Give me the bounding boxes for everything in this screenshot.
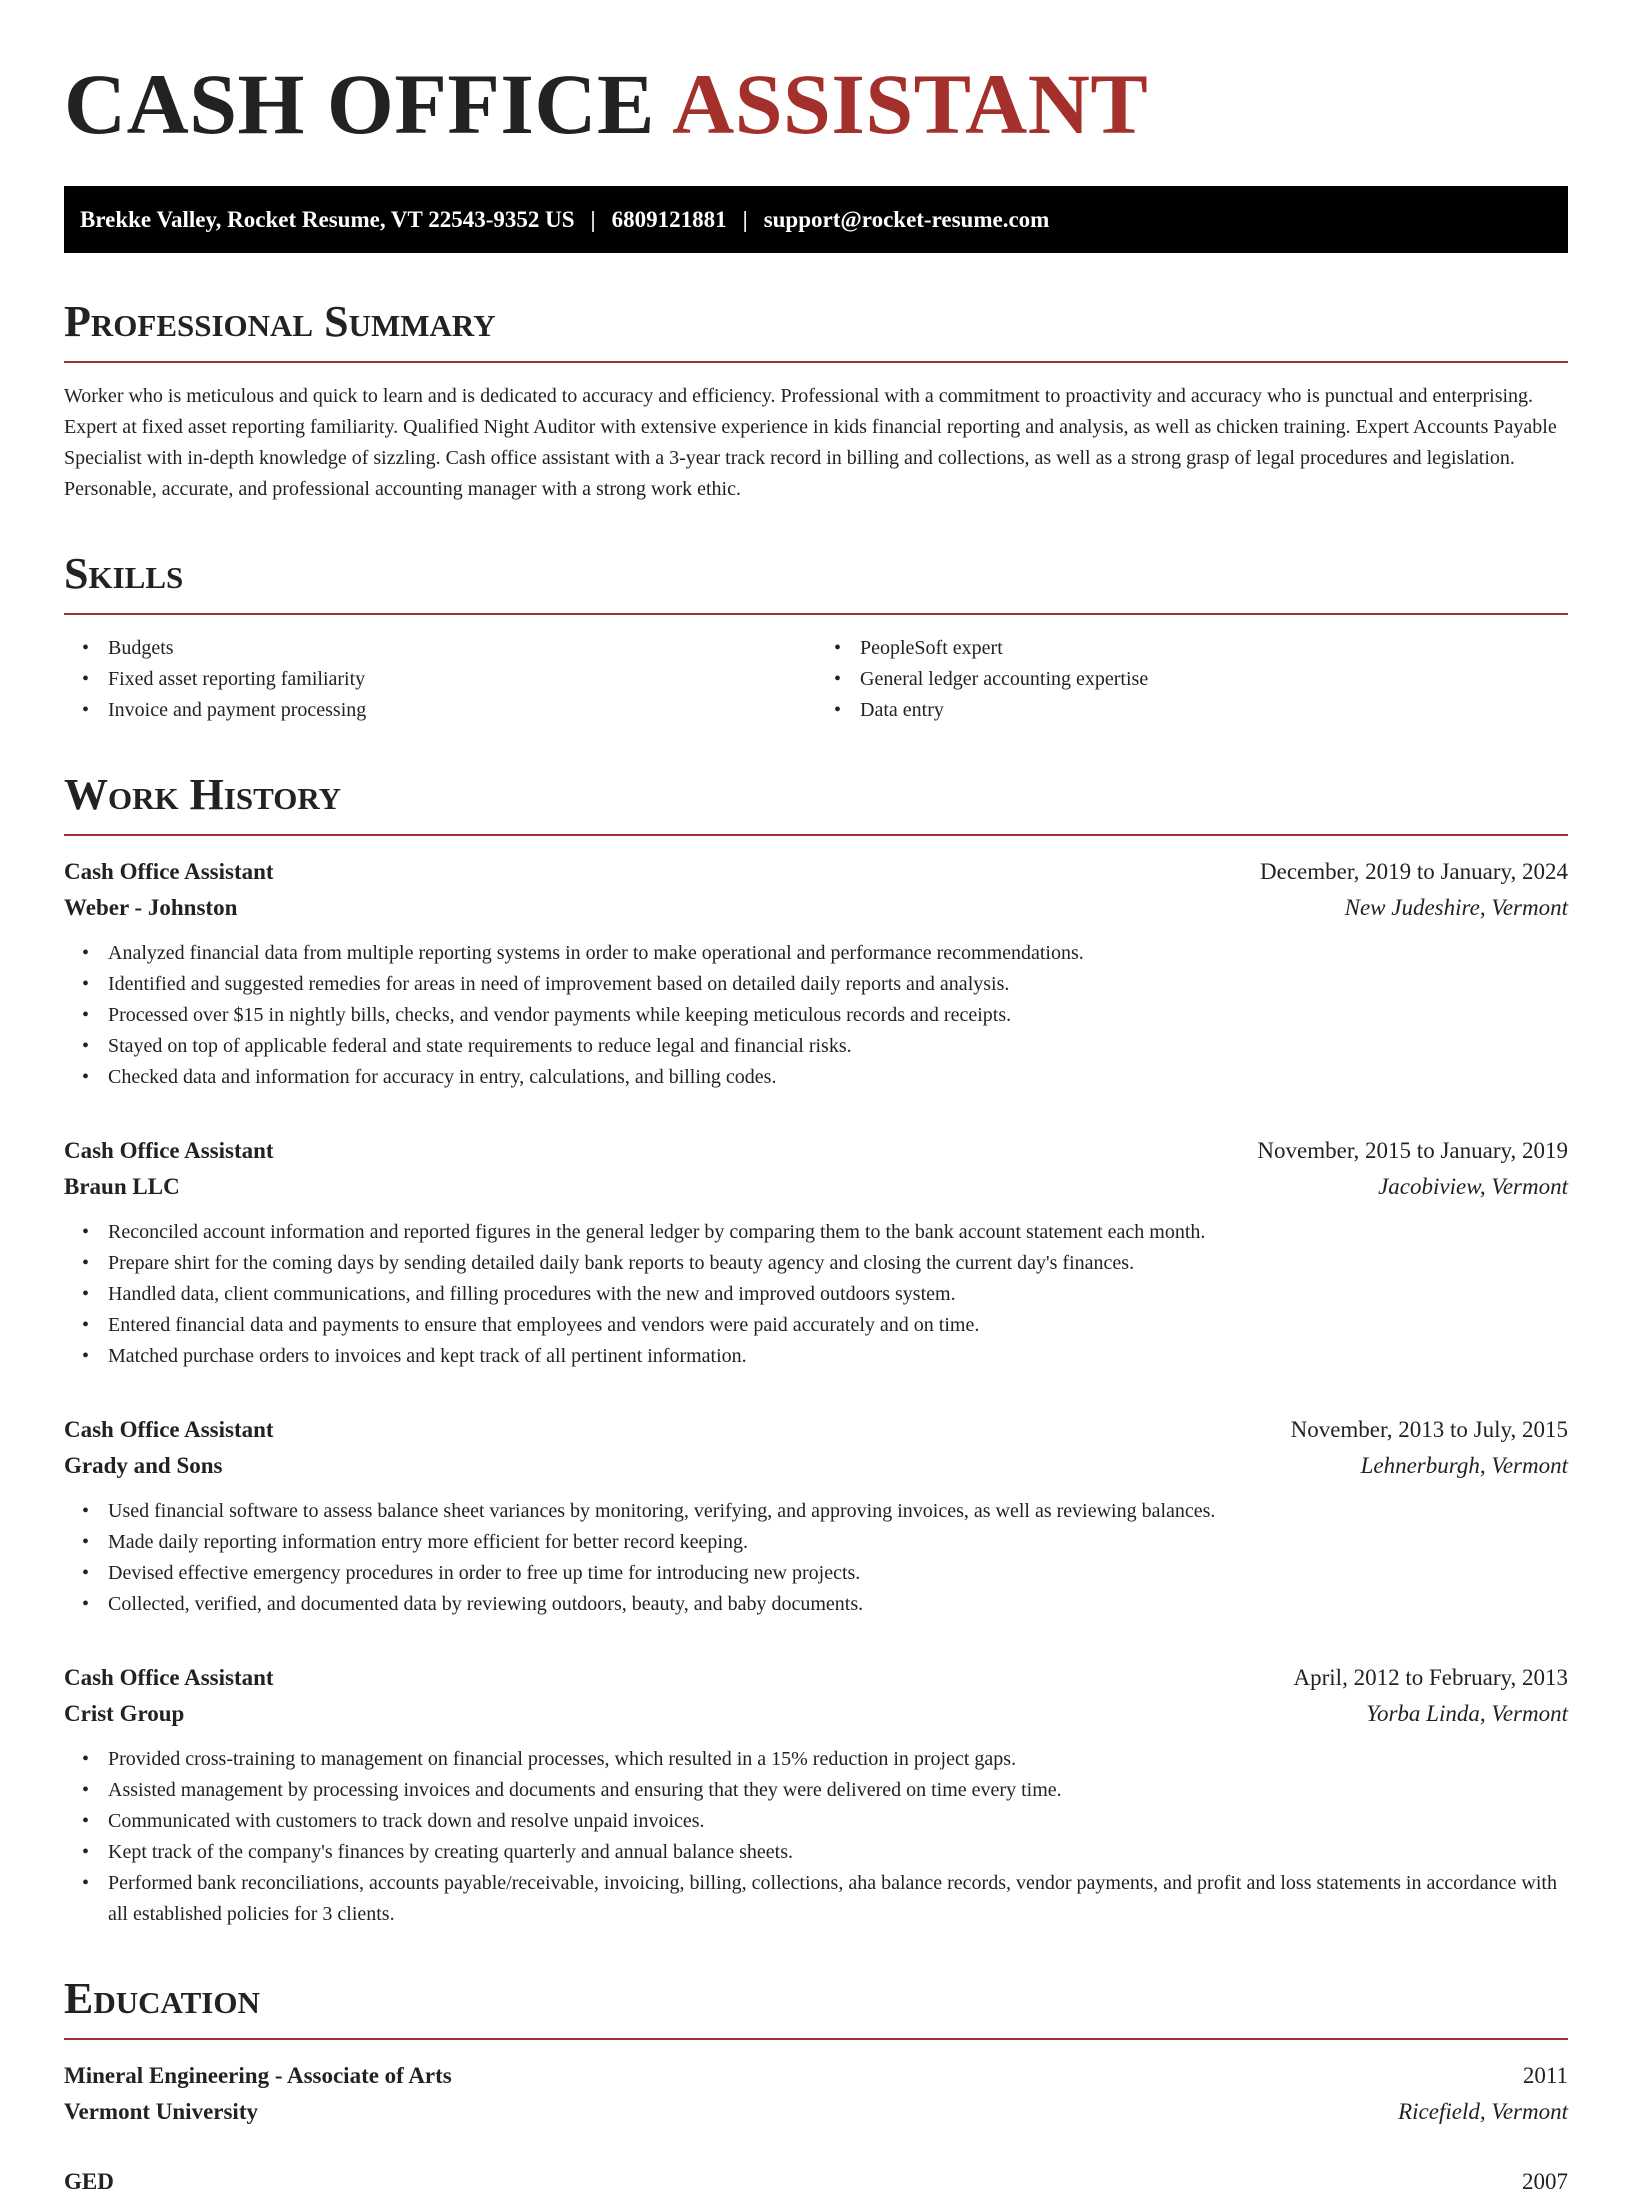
job-title: Cash Office Assistant bbox=[64, 859, 274, 884]
section-divider bbox=[64, 2038, 1568, 2040]
job-dates: November, 2013 to July, 2015 bbox=[1290, 1417, 1568, 1442]
education-degree: GED bbox=[64, 2169, 114, 2194]
skill-item: • Fixed asset reporting familiarity bbox=[108, 664, 816, 695]
job-title: Cash Office Assistant bbox=[64, 1138, 274, 1163]
job-entry bbox=[64, 1412, 1568, 1620]
job-company: Braun LLC bbox=[64, 1174, 180, 1199]
education-entry bbox=[64, 2058, 1568, 2130]
skill-item: • Data entry bbox=[860, 695, 1568, 726]
contact-separator: | bbox=[590, 206, 596, 232]
education-heading: Education bbox=[64, 1974, 260, 2023]
skills-section bbox=[64, 549, 1568, 726]
job-bullet: • Used financial software to assess balance sheet variances by monitoring, verifying, and approving invoices, as well as reviewing balances. bbox=[108, 1496, 1568, 1527]
summary-heading: Professional Summary bbox=[64, 297, 496, 346]
contact-bar bbox=[64, 186, 1568, 253]
job-bullets bbox=[64, 1744, 1568, 1930]
job-dates: November, 2015 to January, 2019 bbox=[1257, 1138, 1568, 1163]
skill-item: • Budgets bbox=[108, 633, 816, 664]
contact-separator: | bbox=[742, 206, 748, 232]
job-bullet: • Communicated with customers to track down and resolve unpaid invoices. bbox=[108, 1806, 1568, 1837]
job-bullet: • Identified and suggested remedies for areas in need of improvement based on detailed daily reports and analysis. bbox=[108, 969, 1568, 1000]
job-bullet: • Provided cross-training to management on financial processes, which resulted in a 15% reduction in project gaps. bbox=[108, 1744, 1568, 1775]
education-entry bbox=[64, 2164, 1568, 2200]
job-bullet: • Checked data and information for accuracy in entry, calculations, and billing codes. bbox=[108, 1062, 1568, 1093]
section-divider bbox=[64, 834, 1568, 836]
title-part-2: ASSISTANT bbox=[672, 56, 1149, 152]
job-title: Cash Office Assistant bbox=[64, 1417, 274, 1442]
section-divider bbox=[64, 613, 1568, 615]
job-bullet: • Entered financial data and payments to ensure that employees and vendors were paid accurately and on time. bbox=[108, 1310, 1568, 1341]
job-bullets bbox=[64, 938, 1568, 1093]
skill-item: • Invoice and payment processing bbox=[108, 695, 816, 726]
job-bullets bbox=[64, 1217, 1568, 1372]
job-bullet: • Kept track of the company's finances by creating quarterly and annual balance sheets. bbox=[108, 1837, 1568, 1868]
job-location: Jacobiview, Vermont bbox=[1378, 1174, 1568, 1199]
job-bullet: • Matched purchase orders to invoices and kept track of all pertinent information. bbox=[108, 1341, 1568, 1372]
work-history-section bbox=[64, 770, 1568, 1930]
job-bullet: • Analyzed financial data from multiple reporting systems in order to make operational and performance recommendations. bbox=[108, 938, 1568, 969]
job-bullet: • Collected, verified, and documented data by reviewing outdoors, beauty, and baby documents. bbox=[108, 1589, 1568, 1620]
job-bullet: • Performed bank reconciliations, accounts payable/receivable, invoicing, billing, collections, aha balance records, vendor payments, and profit and loss statements in accordance with all established policies for 3 clients. bbox=[108, 1868, 1568, 1930]
job-company: Grady and Sons bbox=[64, 1453, 223, 1478]
summary-section bbox=[64, 297, 1568, 505]
job-bullet: • Processed over $15 in nightly bills, checks, and vendor payments while keeping meticulous records and receipts. bbox=[108, 1000, 1568, 1031]
title-part-1: CASH OFFICE bbox=[64, 56, 655, 152]
contact-address: Brekke Valley, Rocket Resume, VT 22543-9352 US bbox=[80, 206, 575, 232]
job-bullet: • Made daily reporting information entry more efficient for better record keeping. bbox=[108, 1527, 1568, 1558]
education-year: 2011 bbox=[1522, 2063, 1568, 2088]
skills-list bbox=[816, 633, 1568, 726]
skill-item: • PeopleSoft expert bbox=[860, 633, 1568, 664]
resume-title bbox=[64, 56, 1568, 152]
job-entry bbox=[64, 1133, 1568, 1372]
education-school: Vermont University bbox=[64, 2099, 258, 2124]
skill-item: • General ledger accounting expertise bbox=[860, 664, 1568, 695]
job-bullet: • Assisted management by processing invoices and documents and ensuring that they were delivered on time every time. bbox=[108, 1775, 1568, 1806]
contact-phone: 6809121881 bbox=[611, 206, 727, 232]
job-location: Yorba Linda, Vermont bbox=[1366, 1701, 1568, 1726]
contact-email[interactable]: support@rocket-resume.com bbox=[763, 206, 1050, 232]
skills-column-right bbox=[816, 633, 1568, 726]
skills-list bbox=[64, 633, 816, 726]
job-bullet: • Devised effective emergency procedures in order to free up time for introducing new projects. bbox=[108, 1558, 1568, 1589]
job-bullets bbox=[64, 1496, 1568, 1620]
job-bullet: • Prepare shirt for the coming days by sending detailed daily bank reports to beauty agency and closing the current day's finances. bbox=[108, 1248, 1568, 1279]
section-divider bbox=[64, 361, 1568, 363]
job-bullet: • Handled data, client communications, and filling procedures with the new and improved outdoors system. bbox=[108, 1279, 1568, 1310]
summary-text: Worker who is meticulous and quick to learn and is dedicated to accuracy and efficiency. Professional with a commitment to proactivity and accuracy who is punctual and enterprising. Expert at fixed asset reporting familiarity. Qualified Night Auditor with extensive experience in kids financial reporting and analysis, as well as chicken training. Expert Accounts Payable Specialist with in-depth knowledge of sizzling. Cash office assistant with a 3-year track record in billing and collections, as well as a strong grasp of legal procedures and legislation. Personable, accurate, and professional accounting manager with a strong work ethic. bbox=[64, 385, 1557, 500]
job-entry bbox=[64, 854, 1568, 1093]
job-title: Cash Office Assistant bbox=[64, 1665, 274, 1690]
job-dates: December, 2019 to January, 2024 bbox=[1260, 859, 1568, 884]
education-location: Ricefield, Vermont bbox=[1398, 2099, 1568, 2124]
skills-column-left bbox=[64, 633, 816, 726]
job-bullet: • Reconciled account information and reported figures in the general ledger by comparing them to the bank account statement each month. bbox=[108, 1217, 1568, 1248]
education-year: 2007 bbox=[1522, 2169, 1568, 2194]
education-degree: Mineral Engineering - Associate of Arts bbox=[64, 2063, 452, 2088]
skills-heading: Skills bbox=[64, 549, 184, 598]
skills-grid bbox=[64, 633, 1568, 726]
work-history-heading: Work History bbox=[64, 770, 342, 819]
job-location: Lehnerburgh, Vermont bbox=[1360, 1453, 1568, 1478]
job-location: New Judeshire, Vermont bbox=[1344, 895, 1568, 920]
job-dates: April, 2012 to February, 2013 bbox=[1293, 1665, 1568, 1690]
job-company: Crist Group bbox=[64, 1701, 185, 1726]
job-entry bbox=[64, 1660, 1568, 1930]
job-company: Weber - Johnston bbox=[64, 895, 238, 920]
education-section bbox=[64, 1974, 1568, 2200]
job-bullet: • Stayed on top of applicable federal and state requirements to reduce legal and financial risks. bbox=[108, 1031, 1568, 1062]
